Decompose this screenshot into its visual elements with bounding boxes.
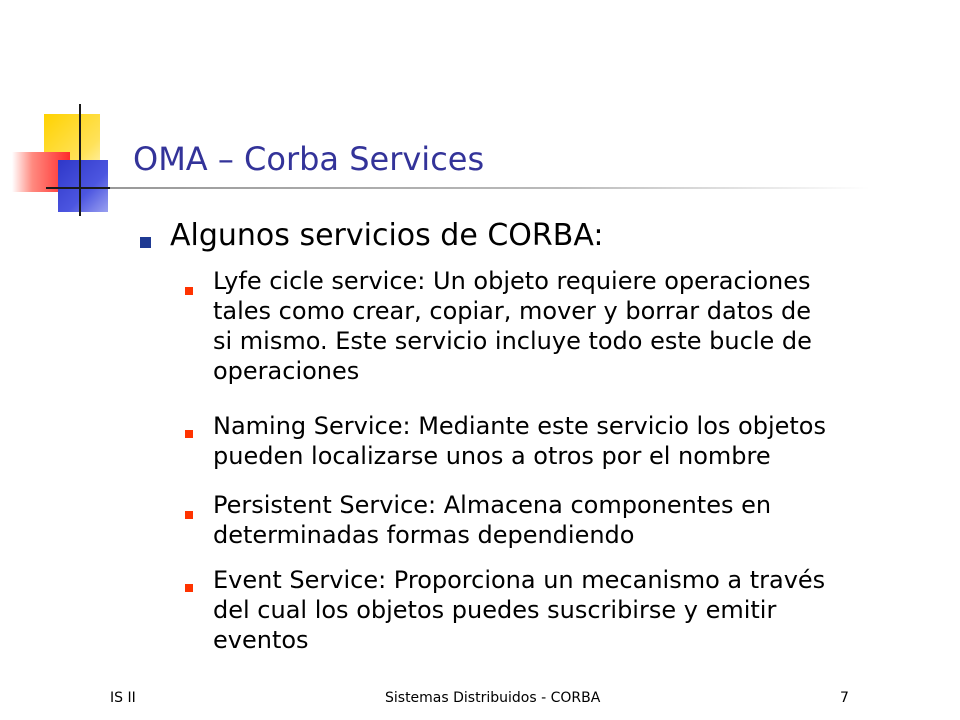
level2-bullet-icon <box>185 430 193 438</box>
list-item-line: Persistent Service: Almacena componentes en <box>213 491 772 519</box>
footer-center-text: Sistemas Distribuidos - CORBA <box>385 690 601 706</box>
level1-bullet-icon <box>140 237 151 248</box>
list-item <box>213 411 933 471</box>
list-item-line: Lyfe cicle service: Un objeto requiere operaciones <box>213 267 811 295</box>
vertical-line-decoration <box>79 104 81 216</box>
blue-square-decoration <box>58 160 108 212</box>
slide-title: OMA – Corba Services <box>133 140 485 178</box>
list-item-line: Event Service: Proporciona un mecanismo a través <box>213 566 826 594</box>
level1-heading: Algunos servicios de CORBA: <box>170 218 604 253</box>
list-item-line: tales como crear, copiar, mover y borrar datos de <box>213 297 811 325</box>
page-number: 7 <box>840 690 849 706</box>
list-item <box>213 565 933 655</box>
decorative-logo <box>0 0 140 230</box>
list-item-line: eventos <box>213 626 309 654</box>
list-item-line: determinadas formas dependiendo <box>213 521 635 549</box>
list-item-line: pueden localizarse unos a otros por el nombre <box>213 442 771 470</box>
level2-bullet-icon <box>185 287 193 295</box>
title-underline <box>110 187 870 189</box>
list-item-line: Naming Service: Mediante este servicio los objetos <box>213 412 826 440</box>
level2-bullet-icon <box>185 584 193 592</box>
list-item-line: si mismo. Este servicio incluye todo este bucle de <box>213 327 812 355</box>
list-item-line: del cual los objetos puedes suscribirse y emitir <box>213 596 777 624</box>
list-item <box>213 490 933 550</box>
list-item <box>213 266 933 386</box>
list-item-line: operaciones <box>213 357 360 385</box>
level2-bullet-icon <box>185 511 193 519</box>
footer-left-text: IS II <box>110 690 136 706</box>
